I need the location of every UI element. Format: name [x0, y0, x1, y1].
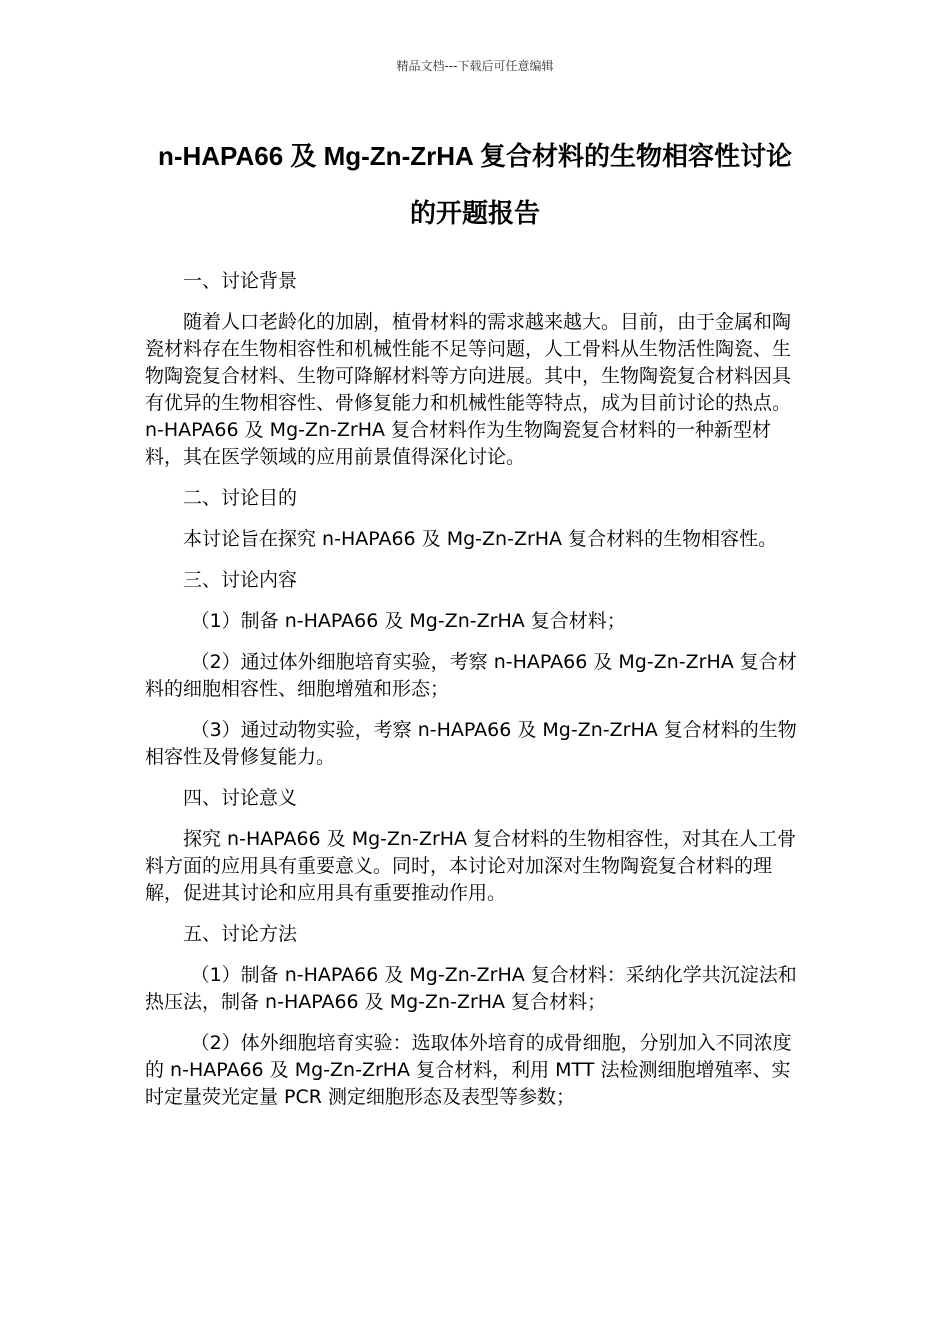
section-heading-content: 三、讨论内容 [183, 569, 298, 591]
document-body [145, 268, 807, 1125]
content-item-1: （1）制备 n-HAPA66 及 Mg-Zn-ZrHA 复合材料； [190, 610, 626, 632]
paragraph-background: 随着人口老龄化的加剧，植骨材料的需求越来越大。目前，由于金属和陶瓷材料存在生物相容性和机械性能不足等问题，人工骨料从生物活性陶瓷、生物陶瓷复合材料、生物可降解材料等方向进展。其中，生物陶瓷复合材料因具有优异的生物相容性、骨修复能力和机械性能等特点，成为目前讨论的热点。n-HAPA66 及 Mg-Zn-ZrHA 复合材料作为生物陶瓷复合材料的一种新型材料，其在医学领域的应用前景值得深化讨论。 [145, 311, 792, 468]
paragraph-significance: 探究 n-HAPA66 及 Mg-Zn-ZrHA 复合材料的生物相容性，对其在人工骨料方面的应用具有重要意义。同时，本讨论对加深对生物陶瓷复合材料的理解，促进其讨论和应用具有重要推动作用。 [145, 828, 797, 904]
paragraph-purpose: 本讨论旨在探究 n-HAPA66 及 Mg-Zn-ZrHA 复合材料的生物相容性。 [183, 528, 778, 550]
section-heading-significance: 四、讨论意义 [183, 787, 298, 809]
content-item-2: （2）通过体外细胞培育实验，考察 n-HAPA66 及 Mg-Zn-ZrHA 复合材料的细胞相容性、细胞增殖和形态； [145, 651, 797, 700]
document-title: n-HAPA66 及 Mg-Zn-ZrHA 复合材料的生物相容性讨论的开题报告 [157, 141, 793, 228]
header-note: 精品文档---下载后可任意编辑 [396, 59, 554, 73]
method-item-1: （1）制备 n-HAPA66 及 Mg-Zn-ZrHA 复合材料：采纳化学共沉淀法和热压法，制备 n-HAPA66 及 Mg-Zn-ZrHA 复合材料； [145, 964, 797, 1013]
section-heading-background: 一、讨论背景 [183, 270, 298, 292]
section-heading-method: 五、讨论方法 [183, 923, 298, 945]
content-item-3: （3）通过动物实验，考察 n-HAPA66 及 Mg-Zn-ZrHA 复合材料的生物相容性及骨修复能力。 [145, 719, 797, 768]
method-item-2: （2）体外细胞培育实验：选取体外培育的成骨细胞，分别加入不同浓度的 n-HAPA66 及 Mg-Zn-ZrHA 复合材料，利用 MTT 法检测细胞增殖率、实时定量荧光定量 PCR 测定细胞形态及表型等参数； [145, 1032, 792, 1108]
section-heading-purpose: 二、讨论目的 [183, 487, 298, 509]
